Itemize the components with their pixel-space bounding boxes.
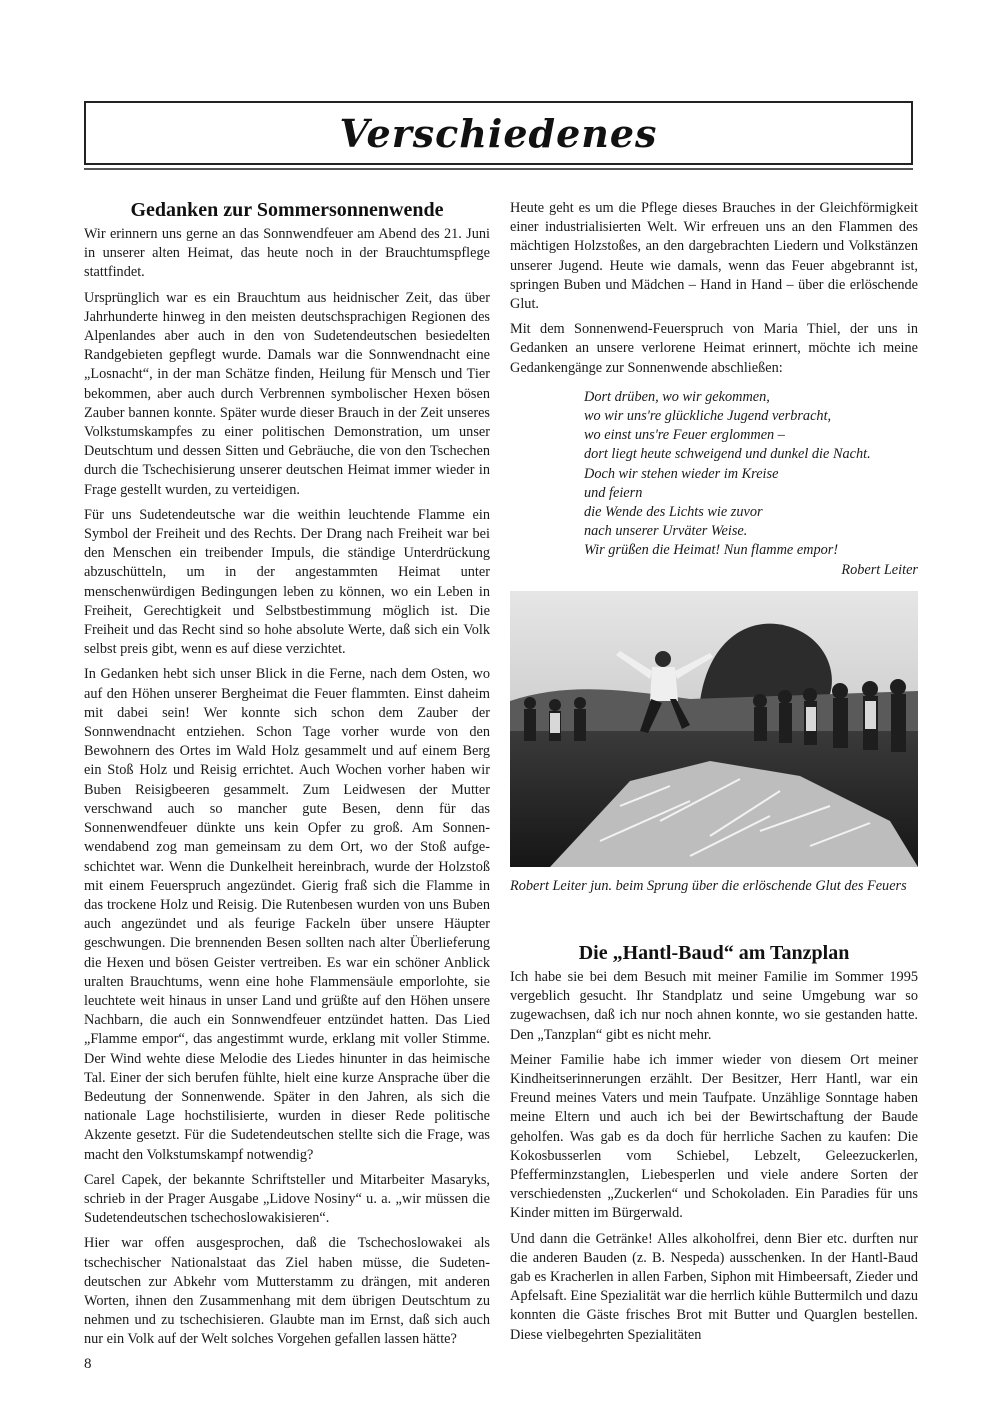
photo-caption: Robert Leiter jun. beim Sprung über die erlöschende Glut des Feuers xyxy=(510,878,907,894)
banner-underline xyxy=(84,168,913,170)
article-paragraph: Ich habe sie bei dem Besuch mit meiner Familie im Sommer 1995 vergeblich gesucht. Ihr Standplatz und seine Umgebung war so zugewachsen, daß ich nur noch ahnen konnte, wo sie gestanden hatte. Den „Tanzplan“ gibt es nicht mehr. xyxy=(510,969,918,1043)
bonfire-jump-photo xyxy=(510,591,918,867)
article-title-sommersonnenwende: Gedanken zur Sommersonnenwende xyxy=(130,199,444,221)
article-paragraph: Für uns Sudetendeutsche war die weithin leuchtende Flamme ein Symbol der Freiheit und des Rechts. Der Drang nach Freiheit war bei den Menschen ein treibender Impuls, die ständige Unterdrückung abzuschütteln, um in der angestammten Heimat unter menschenwürdigen Bedingungen leben zu können, wo ein Leben in Freiheit, Gerechtigkeit und Selbstbestimmung möglich ist. Die Freiheit und das Recht sind so hohe absolute Werte, daß sich ein Volk selbst preis gibt, wenn es auf diese verzichtet. xyxy=(84,506,490,658)
poem-line: und feiern xyxy=(584,484,643,501)
poem-line: nach unserer Urväter Weise. xyxy=(584,523,748,540)
poem-line: wo einst uns're Feuer erglommen – xyxy=(584,427,785,444)
article-title-hantl-baud: Die „Hantl-Baud“ am Tanzplan xyxy=(578,942,850,964)
section-title: Verschiedenes xyxy=(339,111,658,156)
article-paragraph: Heute geht es um die Pflege dieses Brauches in der Gleichförmigkeit einer industrialisierten Welt. Wir erfreuen uns an den Flammen des mächtigen Holzstoßes, an den dargebrachten Liedern und Volkstänzen unserer Jugend. Heute wie damals, wenn das Feuer abgebrannt ist, springen Buben und Mädchen – Hand in Hand – über die erlöschende Glut. xyxy=(510,200,918,313)
page-number: 8 xyxy=(84,1356,92,1372)
article-paragraph: Und dann die Getränke! Alles alkoholfrei, denn Bier etc. durften nur die anderen Bauden (z. B. Nespeda) ausschenken. In der Hantl-Baud gab es Kracherlen in allen Farben, Siphon mit Himbeersaft, Zieder und Apfelsaft. Eine Spezialität war die herrlich kühle Buttermilch und dazu konnten die Gäste frisches Brot mit Butter und Quarglen bestellen. Diese vielbegehrten Spezialitäten xyxy=(510,1230,918,1343)
article-paragraph: Hier war offen ausgesprochen, daß die Tschechoslowakei als tschechischer Nationalstaat das Ziel haben müsse, die Sudetendeutschen zur Abkehr vom Mutterstamm zu drängen, mit anderen Worten, ihnen den Zusammenhang mit dem übrigen Deutschtum zu nehmen und zu tschechisieren. Glaubte man im Ernst, daß sich auch nur ein Volk auf der Welt solches Vorgehen gefallen lassen hätte? xyxy=(84,1235,490,1348)
article-paragraph: Ursprünglich war es ein Brauchtum aus heidnischer Zeit, das über Jahrhunderte hinweg in den meisten deutschsprachigen Regionen des Alpenlandes aber auch in den von Sudetendeutschen besiedelten Randgebieten gepflegt wurde. Damals war die Sonnwendnacht eine „Losnacht“, in der man Schätze finden, Heilung für Mensch und Tier bekommen, aber auch durch Verbrennen symbolischer Hexen bösen Zauber bannen konnte. Später wurde dieser Brauch in der Zeit unseres Volkstumskampfes zu einer politischen Demonstration, um unser Deutschtum und dessen Sitten und Gebräuche, die von den Tschechen durch die Tschechisierung unserer deutschen Heimat immer wieder in Frage gestellt wurden, zu verteidigen. xyxy=(84,289,490,498)
poem-line: wo wir uns're glückliche Jugend verbracht, xyxy=(584,408,832,425)
article-paragraph: Meiner Familie habe ich immer wieder von diesem Ort meiner Kindheitserinnerungen erzählt. Der Besitzer, Herr Hantl, war ein Freund meines Vaters und mein Taufpate. Unzählige Sonntage haben meine Eltern und auch ich bei der Bewirtschaftung der Baude geholfen. Was gab es da doch für herrliche Sachen zu kaufen: Die Kokosbusserlen vom Schiebel, Lebzelt, Geleezuckerlen, Pfefferminzstanglen, Liebesperlen und viele andere Sorten der verschiedensten „Zuckerlen“ und Schokoladen. Ein Paradies für uns Kinder mitten im Bürgerwald. xyxy=(510,1051,918,1222)
left-column xyxy=(84,199,490,1356)
poem-line: Dort drüben, wo wir gekommen, xyxy=(584,388,770,405)
right-column-top xyxy=(510,199,918,579)
poem-line: dort liegt heute schweigend und dunkel die Nacht. xyxy=(584,446,871,463)
article-paragraph: Carel Capek, der bekannte Schriftsteller und Mitarbeiter Masaryks, schrieb in der Prager Ausgabe „Lidove Nosiny“ u. a. „wir müssen die Sudetendeutschen tschechoslowakisieren“. xyxy=(84,1171,490,1227)
poem-line: Doch wir stehen wieder im Kreise xyxy=(584,465,779,482)
photo-illustration xyxy=(510,591,918,867)
right-column-bottom xyxy=(510,942,918,1351)
article-paragraph: Mit dem Sonnenwend-Feuerspruch von Maria Thiel, der uns in Gedanken an unsere verlorene Heimat erinnert, möchte ich meine Gedankengänge zur Sonnenwende abschließen: xyxy=(510,321,918,376)
poem-feuerspruch xyxy=(584,388,918,561)
section-banner xyxy=(84,101,913,165)
poem-line: Wir grüßen die Heimat! Nun flamme empor! xyxy=(584,542,839,559)
article-paragraph: Wir erinnern uns gerne an das Sonnwendfeuer am Abend des 21. Juni in unserer alten Heimat, das heute noch in der Brauchtumspflege stattfindet. xyxy=(84,226,490,281)
poem-line: die Wende des Lichts wie zuvor xyxy=(584,504,763,521)
article-paragraph: In Gedanken hebt sich unser Blick in die Ferne, nach dem Osten, wo auf den Höhen unserer Bergheimat die Feuer flammten. Einst daheim mit dabei sein! Wer konnte sich schon dem Zauber der Sonnwendnacht entziehen. Schon Tage vorher wurde von den Bewohnern des Ortes im Wald Holz gesammelt und auf einem Berg ein Stoß Holz und Reisig errichtet. Auch Wochen vorher haben wir Buben Reisigbeeren gesammelt. Zum Leidwesen der Mutter verschwand auch so mancher gute Besen, denn für das Sonnenwendfeuer dünkte uns kein Opfer zu groß. Am Sonnenwendabend zog man gemeinsam zu dem Ort, wo der Stoß aufgeschichtet war. Wenn die Dunkelheit hereinbrach, wurde der Holzstoß mit einem Feuerspruch angezündet. Gierig fraß sich die Flamme in das trockene Holz und Reisig. Die Rutenbesen wurden von uns Buben auch angezündet und als feurige Fackeln über unsere Häupter geschwungen. Die brennenden Besen sollten nach alter Überlieferung die Hexen und bösen Geister vertreiben. Es war ein schöner Anblick uralten Brauchtums, wenn eine hohe Flammensäule emporlohte, sie leuchtete weit hinaus in unser Land und grüßte auf den Höhen unsere Nachbarn, die auch ein Sonnwendfeuer entzündet hatten. Das Lied „Flamme empor“, das angestimmt wurde, erklang mit voller Stimme. Der Wind wehte diese Melodie des Liedes hinunter in das heimische Tal. Einer der sich berufen fühlte, hielt eine kurze Ansprache über die Bedeutung der Sonnenwende. Später in den Jahren, als sich die nationale Lage hochstilisierte, wurden in dieser Rede politische Akzente gesetzt. Für die Sudetendeutschen stellte sich die Frage, was macht den Volkstumskampf notwendig? xyxy=(84,666,490,1163)
article-author: Robert Leiter xyxy=(841,561,918,578)
